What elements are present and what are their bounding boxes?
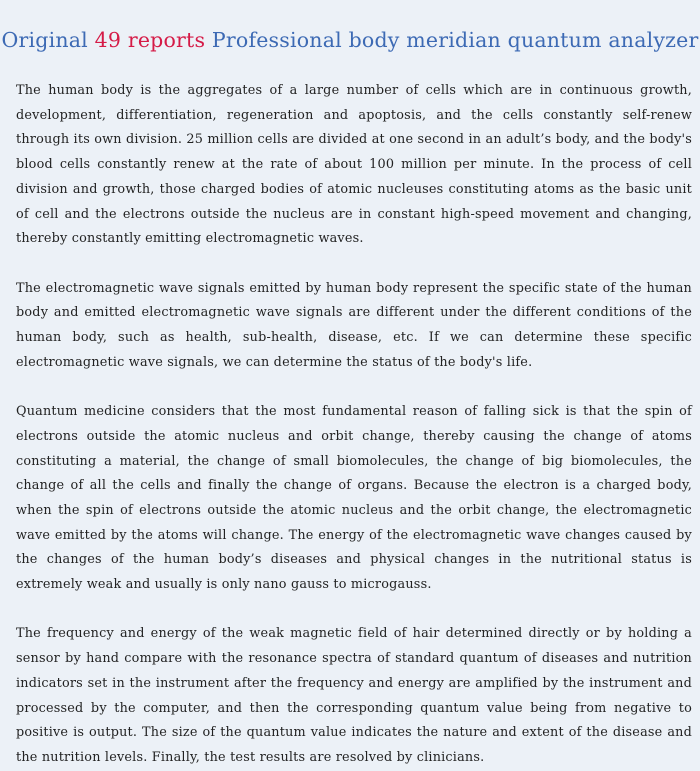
title-report-count: 49 reports	[94, 28, 206, 52]
title-product-name: Professional body meridian quantum analyzer	[205, 28, 699, 52]
paragraph-measurement-method: The frequency and energy of the weak magnetic field of hair determined directly or by holding a sensor by hand compare with the resonance spectra of standard quantum of diseases and nutrition indicators set in the instrument after the frequency and energy are amplified by the instrument and processed by the computer, and then the corresponding quantum value being from negative to positive is output. The size of the quantum value indicates the nature and extent of the disease and the nutrition levels. Finally, the test results are resolved by clinicians.	[16, 626, 692, 765]
paragraph-wave-signals: The electromagnetic wave signals emitted by human body represent the specific state of the human body and emitted electromagnetic wave signals are different under the different conditions of the human body, such as health, sub-health, disease, etc. If we can determine these specific electromagnetic wave signals, we can determine the status of the body's life.	[16, 280, 692, 370]
paragraph-quantum-medicine: Quantum medicine considers that the most fundamental reason of falling sick is that the spin of electrons outside the atomic nucleus and orbit change, thereby causing the change of atoms constituting a material, the change of small biomolecules, the change of big biomolecules, the change of all the cells and finally the change of organs. Because the electron is a charged body, when the spin of electrons outside the atomic nucleus and the orbit change, the electromagnetic wave emitted by the atoms will change. The energy of the electromagnetic wave changes caused by the changes of the human body’s diseases and physical changes in the nutritional status is extremely weak and usually is only nano gauss to microgauss.	[16, 404, 692, 593]
description-body	[16, 79, 692, 771]
page-title	[0, 25, 700, 55]
title-prefix: Original	[1, 28, 95, 52]
paragraph-cell-growth: The human body is the aggregates of a large number of cells which are in continuous growth, development, differentiation, regeneration and apoptosis, and the cells constantly self-renew through its own division. 25 million cells are divided at one second in an adult’s body, and the body's blood cells constantly renew at the rate of about 100 million per minute. In the process of cell division and growth, those charged bodies of atomic nucleuses constituting atoms as the basic unit of cell and the electrons outside the nucleus are in constant high-speed movement and changing, thereby constantly emitting electromagnetic waves.	[16, 83, 692, 247]
